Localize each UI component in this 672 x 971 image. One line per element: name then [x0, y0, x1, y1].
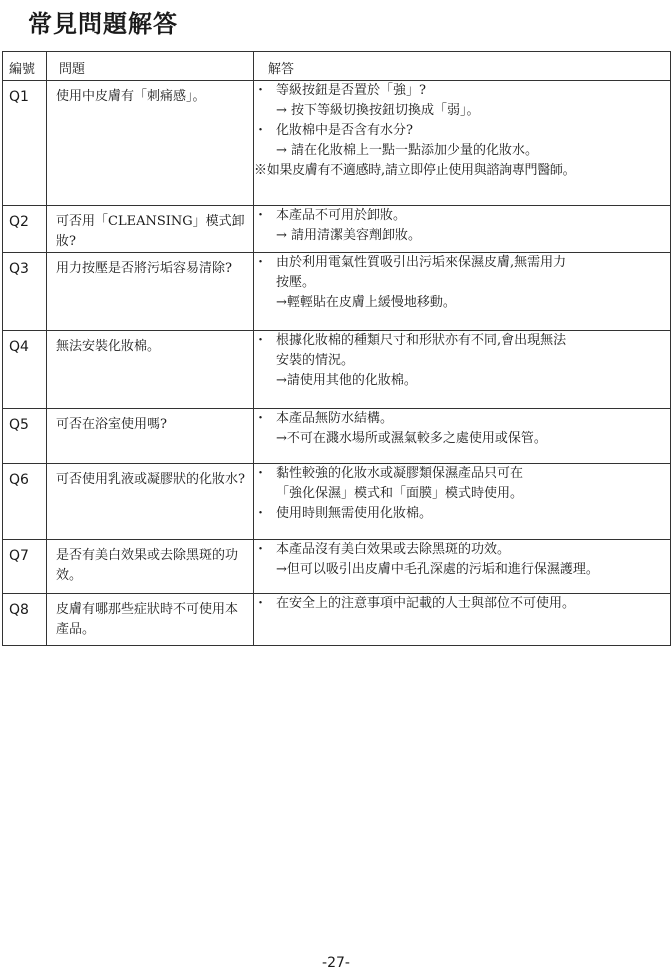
answer-line — [254, 429, 670, 449]
table-row — [3, 464, 671, 540]
question-text: 無法安裝化妝棉。 — [56, 339, 161, 354]
question-text: 可否在浴室使用嗎? — [56, 417, 167, 432]
answer-text: 在安全上的注意事項中記載的人士與部位不可使用。 — [276, 596, 576, 611]
answer-text: →不可在濺水場所或濕氣較多之處使用或保管。 — [276, 431, 547, 446]
answer-line — [254, 594, 670, 614]
header-answer: 解答 — [254, 52, 671, 81]
table-row — [3, 594, 671, 646]
question-text: 可否用「CLEANSING」模式卸妝? — [56, 214, 245, 249]
question-number-text: Q2 — [9, 214, 29, 230]
bullet-icon: ・ — [254, 411, 268, 426]
header-num: 編號 — [3, 52, 47, 81]
question-number — [3, 409, 47, 464]
answer-text: →但可以吸引出皮膚中毛孔深處的污垢和進行保濕護理。 — [276, 562, 599, 577]
question-text: 可否使用乳液或凝膠狀的化妝水? — [56, 472, 245, 487]
answer-text: →請使用其他的化妝棉。 — [276, 373, 417, 388]
page-title: 常見問題解答 — [28, 10, 178, 38]
faq-table — [2, 51, 671, 646]
answer-text: 「強化保濕」模式和「面膜」模式時使用。 — [276, 486, 524, 501]
answer-text: 本產品沒有美白效果或去除黑斑的功效。 — [276, 542, 511, 557]
question-cell — [47, 594, 254, 646]
bullet-icon: ・ — [254, 83, 268, 98]
answer-text: → 請用清潔美容劑卸妝。 — [276, 228, 422, 243]
answer-text: 使用時則無需使用化妝棉。 — [276, 506, 433, 521]
answer-line — [254, 226, 670, 246]
table-row — [3, 81, 671, 206]
answer-text: 安裝的情況。 — [276, 353, 355, 368]
answer-line — [254, 409, 670, 429]
answer-text: ※如果皮膚有不適感時,請立即停止使用與諮詢專門醫師。 — [254, 163, 576, 178]
question-number-text: Q5 — [9, 417, 29, 433]
question-cell — [47, 464, 254, 540]
answer-line — [254, 464, 670, 484]
answer-line — [254, 81, 670, 101]
question-text: 使用中皮膚有「刺痛感」。 — [56, 89, 206, 104]
answer-line — [254, 273, 670, 293]
question-cell — [47, 540, 254, 594]
question-number-text: Q8 — [9, 602, 29, 618]
question-cell — [47, 81, 254, 206]
answer-text: 由於利用電氣性質吸引出污垢來保濕皮膚,無需用力 — [276, 255, 567, 270]
question-number-text: Q1 — [9, 89, 29, 105]
question-cell — [47, 253, 254, 331]
faq-body — [3, 81, 671, 646]
answer-text: 本產品不可用於卸妝。 — [276, 208, 407, 223]
question-text: 用力按壓是否將污垢容易清除? — [56, 261, 232, 276]
answer-line — [254, 540, 670, 560]
question-number — [3, 331, 47, 409]
answer-line — [254, 351, 670, 371]
question-number — [3, 594, 47, 646]
table-row — [3, 253, 671, 331]
answer-cell — [254, 206, 671, 253]
answer-text: → 按下等級切換按鈕切換成「弱」。 — [276, 103, 480, 118]
answer-cell — [254, 594, 671, 646]
header-question: 問題 — [47, 52, 254, 81]
answer-text: 按壓。 — [276, 275, 316, 290]
answer-line — [254, 141, 670, 161]
bullet-icon: ・ — [254, 506, 268, 521]
question-cell — [47, 409, 254, 464]
question-number — [3, 540, 47, 594]
question-number — [3, 464, 47, 540]
answer-line — [254, 101, 670, 121]
table-row — [3, 331, 671, 409]
question-number-text: Q7 — [9, 548, 29, 564]
answer-line — [254, 121, 670, 141]
answer-line — [254, 331, 670, 351]
bullet-icon: ・ — [254, 596, 268, 611]
bullet-icon: ・ — [254, 255, 268, 270]
answer-cell — [254, 253, 671, 331]
question-text: 是否有美白效果或去除黑斑的功效。 — [56, 548, 239, 583]
answer-line — [254, 504, 670, 524]
question-number-text: Q3 — [9, 261, 29, 277]
answer-text: 化妝棉中是否含有水分? — [276, 123, 413, 138]
answer-line — [254, 253, 670, 273]
answer-cell — [254, 540, 671, 594]
answer-text: → 請在化妝棉上一點一點添加少量的化妝水。 — [276, 143, 539, 158]
answer-cell — [254, 464, 671, 540]
table-row — [3, 540, 671, 594]
page-number: -27- — [322, 955, 350, 971]
question-number — [3, 206, 47, 253]
bullet-icon: ・ — [254, 123, 268, 138]
question-number-text: Q4 — [9, 339, 29, 355]
answer-cell — [254, 81, 671, 206]
question-number — [3, 81, 47, 206]
question-number — [3, 253, 47, 331]
bullet-icon: ・ — [254, 466, 268, 481]
answer-text: →輕輕貼在皮膚上緩慢地移動。 — [276, 295, 456, 310]
bullet-icon: ・ — [254, 542, 268, 557]
answer-text: 等級按鈕是否置於「強」? — [276, 83, 426, 98]
table-row — [3, 409, 671, 464]
table-header-row — [3, 52, 671, 81]
answer-line — [254, 560, 670, 580]
answer-line — [254, 161, 670, 181]
question-number-text: Q6 — [9, 472, 29, 488]
answer-line — [254, 206, 670, 226]
answer-text: 本產品無防水結構。 — [276, 411, 394, 426]
answer-line — [254, 293, 670, 313]
answer-text: 根據化妝棉的種類尺寸和形狀亦有不同,會出現無法 — [276, 333, 567, 348]
answer-line — [254, 484, 670, 504]
question-cell — [47, 331, 254, 409]
answer-cell — [254, 331, 671, 409]
bullet-icon: ・ — [254, 333, 268, 348]
bullet-icon: ・ — [254, 208, 268, 223]
answer-line — [254, 371, 670, 391]
question-text: 皮膚有哪那些症狀時不可使用本產品。 — [56, 602, 239, 637]
answer-cell — [254, 409, 671, 464]
answer-text: 黏性較強的化妝水或凝膠類保濕產品只可在 — [276, 466, 524, 481]
question-cell — [47, 206, 254, 253]
table-row — [3, 206, 671, 253]
